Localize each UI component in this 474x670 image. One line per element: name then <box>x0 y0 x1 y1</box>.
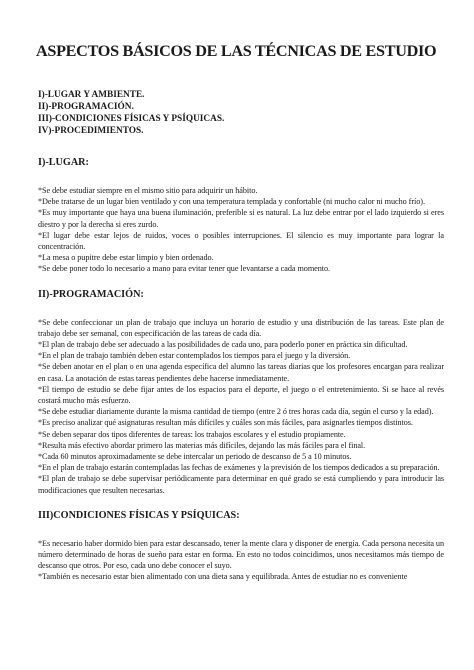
toc-item-condiciones: III)-CONDICIONES FÍSICAS Y PSÍQUICAS. <box>38 114 225 124</box>
paragraph: *Se deben anotar en el plan o en una agenda específica del alumno las tareas diarias que los profesores encargan para realizar en casa. La anotación de estas tareas pendientes debe hacerse inmediatamente. <box>38 362 444 383</box>
section-heading: II)-PROGRAMACIÓN: <box>38 288 144 300</box>
paragraph: *En el plan de trabajo estarán contempladas las fechas de exámenes y la previsión de los tiempos dedicados a su preparación. <box>38 463 440 473</box>
paragraph: *Se debe estudiar siempre en el mismo sitio para adquirir un hábito. <box>38 186 258 195</box>
paragraph: *Se debe confeccionar un plan de trabajo que incluya un horario de estudio y una distribución de las tareas. Este plan de trabajo debe ser semanal, con especificación de las tareas de cada día. <box>38 317 444 338</box>
paragraph: *Cada 60 minutos aproximadamente se debe intercalar un periodo de descanso de 5 a 10 minutos. <box>38 452 352 462</box>
paragraph: *El plan de trabajo se debe supervisar periódicamente para determinar en qué grado se está cumpliendo y para introducir las modificaciones que resulten necesarias. <box>38 474 444 495</box>
paragraph: *Se debe poner todo lo necesario a mano para evitar tener que levantarse a cada momento. <box>38 264 331 274</box>
document-title: ASPECTOS BÁSICOS DE LAS TÉCNICAS DE ESTUDIO <box>36 42 437 60</box>
paragraph: *Debe tratarse de un lugar bien ventilado y con una temperatura templada y confortable (ni mucho calor ni mucho frío). <box>38 197 425 207</box>
paragraph: *El plan de trabajo debe ser adecuado a las posibilidades de cada uno, para poderlo poner en práctica sin dificultad. <box>38 340 408 350</box>
paragraph: *Es muy importante que haya una buena iluminación, preferible si es natural. La luz debe entrar por el lado izquierdo si eres diestro y por la derecha si eres zurdo. <box>38 208 444 229</box>
table-of-contents <box>38 89 444 137</box>
paragraph: *Se deben separar dos tipos diferentes de tareas: los trabajos escolares y el estudio propiamente. <box>38 429 346 439</box>
paragraph: *El tiempo de estudio se debe fijar antes de los espacios para el deporte, el juego o el entretenimiento. Si se hace al revés costará mucho más esfuerzo. <box>38 384 444 406</box>
paragraph: *El lugar debe estar lejos de ruidos, voces o posibles interrupciones. El silencio es muy importante para lograr la concentración. <box>38 230 444 252</box>
paragraph: *La mesa o pupitre debe estar limpio y bien ordenado. <box>38 253 214 263</box>
paragraph: *Es necesario haber dormido bien para estar descansado, tener la mente clara y disponer de energía. Cada persona necesita un número determinado de horas de sueño para estar en forma. En esto no todos coincidimos, unos necesitamos más tiempo de descanso que otros. Por eso, cada uno debe conocer el suyo. <box>38 538 444 571</box>
toc-item-lugar: I)-LUGAR Y AMBIENTE. <box>38 90 145 100</box>
section-lugar <box>38 157 444 275</box>
section-heading: I)-LUGAR: <box>38 157 89 168</box>
section-heading: III)CONDICIONES FÍSICAS Y PSÍQUICAS: <box>38 509 240 521</box>
paragraph: *Resulta más efectivo abordar primero las materias más difíciles, dejando las más fáciles para el final. <box>38 440 366 450</box>
section-condiciones <box>38 510 444 583</box>
paragraph: *Es preciso analizar qué asignaturas resultan más difíciles y cuáles son más fáciles, para asignarles tiempos distintos. <box>38 418 413 428</box>
toc-item-procedimientos: IV)-PROCEDIMIENTOS. <box>38 126 144 136</box>
paragraph: *También es necesario estar bien alimentado con una dieta sana y equilibrada. Antes de estudiar no es conveniente <box>38 572 408 582</box>
section-programacion <box>38 289 444 496</box>
paragraph: *En el plan de trabajo también deben estar contemplados los tiempos para el juego y la diversión. <box>38 351 351 361</box>
paragraph: *Se debe estudiar diariamente durante la misma cantidad de tiempo (entre 2 ó tres horas cada día, según el curso y la edad). <box>38 407 434 417</box>
toc-item-programacion: II)-PROGRAMACIÓN. <box>38 102 134 112</box>
